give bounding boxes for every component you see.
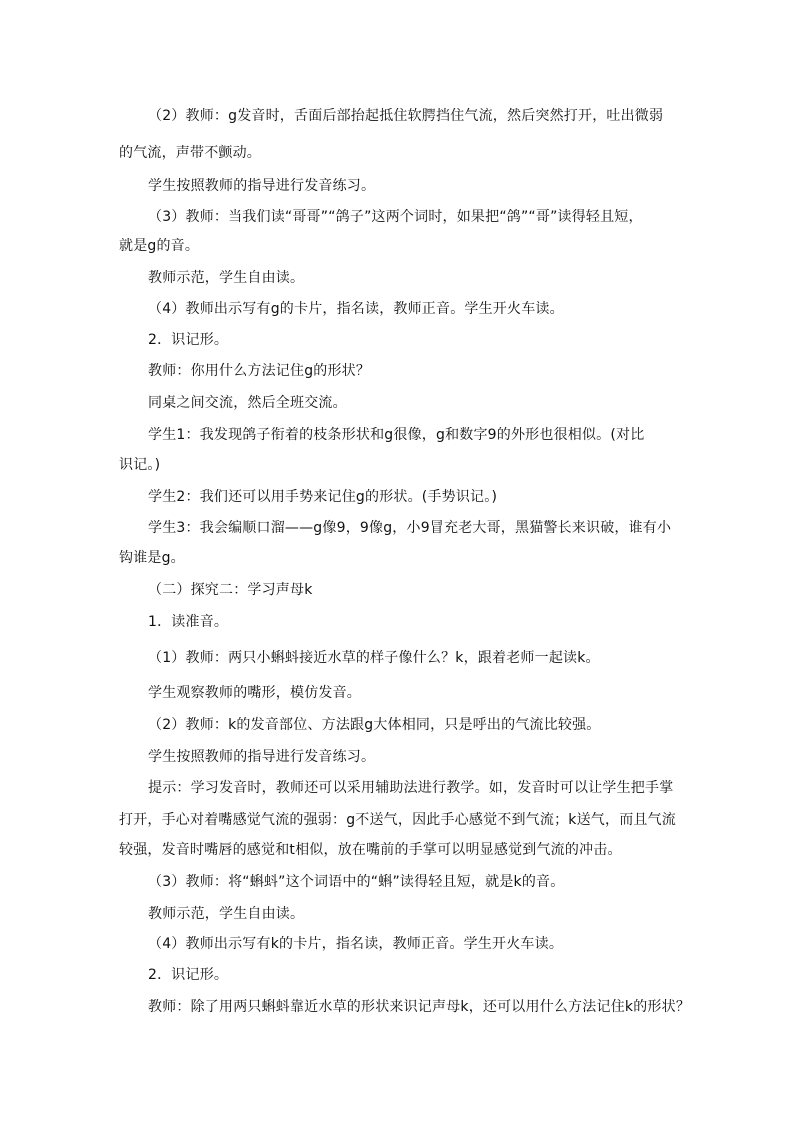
paragraph-line: 学生2：我们还可以用手势来记住g的形状。(手势识记。): [148, 489, 498, 505]
paragraph-line: 识记。): [119, 457, 161, 473]
paragraph-line: （3）教师：将“蝌蚪”这个词语中的“蝌”读得轻且短，就是k的音。: [148, 874, 565, 890]
paragraph-line: 的气流，声带不颤动。: [119, 145, 261, 161]
paragraph-line: 学生1：我发现鸽子衔着的枝条形状和g很像，g和数字9的外形也很相似。(对比: [148, 427, 645, 443]
paragraph-line: 教师示范，学生自由读。: [148, 270, 305, 286]
paragraph-line: 就是g的音。: [119, 238, 200, 254]
paragraph-line: 教师：除了用两只蝌蚪靠近水草的形状来识记声母k，还可以用什么方法记住k的形状？: [148, 999, 691, 1015]
paragraph-line: （2）教师：g发音时，舌面后部抬起抵住软腭挡住气流，然后突然打开，吐出微弱: [148, 108, 664, 124]
paragraph-line: 钩谁是g。: [119, 550, 185, 566]
paragraph-line: （2）教师：k的发音部位、方法跟g大体相同，只是呼出的气流比较强。: [148, 717, 601, 733]
paragraph-line: （1）教师：两只小蝌蚪接近水草的样子像什么？k，跟着老师一起读k。: [148, 650, 600, 666]
paragraph-line: 2．识记形。: [148, 332, 229, 348]
paragraph-line: 学生观察教师的嘴形，模仿发音。: [148, 685, 361, 701]
paragraph-line: 教师：你用什么方法记住g的形状？: [148, 363, 371, 379]
paragraph-line: 学生按照教师的指导进行发音练习。: [148, 749, 376, 765]
paragraph-line: （3）教师：当我们读“哥哥”“鸽子”这两个词时，如果把“鸽”“哥”读得轻且短，: [148, 209, 643, 225]
paragraph-line: 1．读准音。: [148, 614, 229, 630]
paragraph-line: 教师示范，学生自由读。: [148, 906, 305, 922]
paragraph-line: 学生3：我会编顺口溜——g像9，9像g，小9冒充老大哥，黑猫警长来识破，谁有小: [148, 520, 672, 536]
paragraph-line: （4）教师出示写有g的卡片，指名读，教师正音。学生开火车读。: [148, 301, 564, 317]
section-heading: （二）探究二：学习声母k: [148, 582, 313, 598]
paragraph-line: 学生按照教师的指导进行发音练习。: [148, 178, 376, 194]
paragraph-line: （4）教师出示写有k的卡片，指名读，教师正音。学生开火车读。: [148, 936, 564, 952]
paragraph-line: 2．识记形。: [148, 967, 229, 983]
paragraph-line: 较强，发音时嘴唇的感觉和t相似，放在嘴前的手掌可以明显感觉到气流的冲击。: [119, 842, 622, 858]
paragraph-line: 打开，手心对着嘴感觉气流的强弱：g不送气，因此手心感觉不到气流；k送气，而且气流: [119, 812, 676, 828]
paragraph-line: 提示：学习发音时，教师还可以采用辅助法进行教学。如，发音时可以让学生把手掌: [148, 780, 674, 796]
paragraph-line: 同桌之间交流，然后全班交流。: [148, 395, 347, 411]
